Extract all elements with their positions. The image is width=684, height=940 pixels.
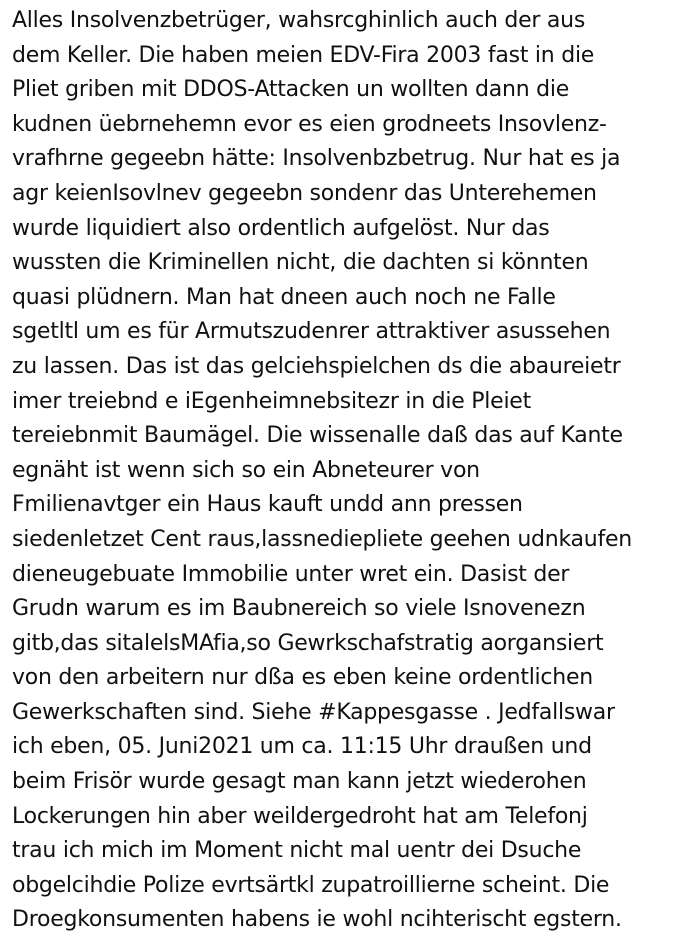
text-line: Droegkonsumenten habens ie wohl ncihterischt egstern.	[12, 907, 622, 933]
text-line: von den arbeitern nur dßa es eben keine ordentlichen	[12, 665, 593, 691]
text-line: ich eben, 05. Juni2021 um ca. 11:15 Uhr draußen und	[12, 734, 592, 760]
text-line: dem Keller. Die haben meien EDV-Fira 2003 fast in die	[12, 42, 595, 68]
text-line: zu lassen. Das ist das gelciehspielchen ds die abaureietr	[12, 353, 621, 379]
text-line: trau ich mich im Moment nicht mal uentr dei Dsuche	[12, 838, 582, 864]
text-line: gitb,das sitalelsMAfia,so Gewrkschafstratig aorgansiert	[12, 630, 604, 656]
text-line: sgetltl um es für Armutszudenrer attraktiver asussehen	[12, 319, 611, 345]
text-line: siedenletzet Cent raus,lassnediepliete geehen udnkaufen	[12, 526, 632, 552]
text-line: beim Frisör wurde gesagt man kann jetzt wiederohen	[12, 769, 587, 795]
text-line: wurde liquidiert also ordentlich aufgelöst. Nur das	[12, 215, 550, 241]
text-line: Pliet griben mit DDOS-Attacken un wollten dann die	[12, 77, 569, 103]
text-line: Lockerungen hin aber weildergedroht hat am Telefonj	[12, 803, 588, 829]
text-line: imer treiebnd e iEgenheimnebsitezr in die Pleiet	[12, 388, 531, 414]
text-line: Fmilienavtger ein Haus kauft undd ann pressen	[12, 492, 523, 518]
text-line: agr keienIsovlnev gegeebn sondenr das Unterehemen	[12, 180, 597, 206]
text-line: wussten die Kriminellen nicht, die dachten si könnten	[12, 250, 589, 276]
text-line: tereiebnmit Baumägel. Die wissenalle daß das auf Kante	[12, 423, 623, 449]
text-line: Grudn warum es im Baubnereich so viele Isnovenezn	[12, 596, 586, 622]
text-line: Gewerkschaften sind. Siehe #Kappesgasse . Jedfallswar	[12, 699, 615, 725]
text-line: obgelcihdie Polize evrtsärtkl zupatroillierne scheint. Die	[12, 872, 610, 898]
text-line: dieneugebuate Immobilie unter wret ein. Dasist der	[12, 561, 570, 587]
text-line: egnäht ist wenn sich so ein Abneteurer von	[12, 457, 480, 483]
text-line: kudnen üebrnehemn evor es eien grodneets Insovlenz-	[12, 111, 607, 137]
text-line: quasi plüdnern. Man hat dneen auch noch ne Falle	[12, 284, 556, 310]
text-line: vrafhrne gegeebn hätte: Insolvenbzbetrug. Nur hat es ja	[12, 146, 621, 172]
text-line: Alles Insolvenzbetrüger, wahsrcghinlich auch der aus	[12, 8, 586, 33]
body-text	[12, 4, 680, 938]
